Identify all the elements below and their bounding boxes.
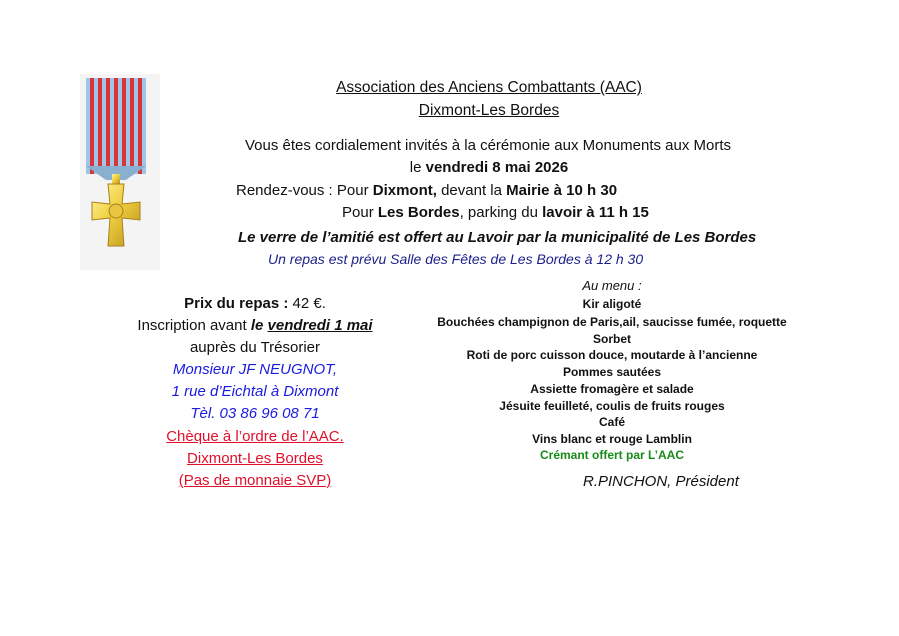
cremant-offer: Crémant offert par L’AAC — [539, 448, 685, 462]
menu-item: Café — [598, 415, 625, 429]
rdv-lavoir-time: lavoir à 11 h 15 — [542, 204, 649, 221]
tresorier-name: Monsieur JF NEUGNOT, — [172, 361, 338, 378]
tresorier-address: 1 rue d’Eichtal à Dixmont — [171, 383, 339, 400]
association-title: Association des Anciens Combattants (AAC) — [336, 79, 642, 96]
rdv2-mid: , parking du — [459, 204, 543, 221]
association-place: Dixmont-Les Bordes — [418, 102, 560, 119]
verre-amitie: Le verre de l’amitié est offert au Lavoir par la municipalité de Les Bordes — [238, 229, 757, 246]
tresorier-label: auprès du Trésorier — [189, 339, 321, 356]
rdv-mairie-time: Mairie à 10 h 30 — [506, 182, 618, 199]
rdv-prefix: Rendez-vous : Pour — [236, 182, 373, 199]
menu-title: Au menu : — [582, 278, 642, 293]
inscription-le: le — [250, 317, 268, 334]
meal-price — [110, 296, 400, 311]
rdv-town-bordes: Les Bordes — [377, 204, 460, 221]
ribbon — [86, 78, 146, 180]
menu-item: Sorbet — [592, 332, 631, 346]
ceremony-date — [289, 160, 689, 175]
cheque-place: Dixmont-Les Bordes — [187, 450, 323, 467]
rdv-dixmont — [236, 183, 617, 198]
menu-item: Bouchées champignon de Paris,ail, saucisse fumée, roquette — [437, 315, 787, 329]
rdv-mid: devant la — [436, 182, 507, 199]
inscription-date: vendredi 1 mai — [267, 317, 373, 334]
rdv-les-bordes — [342, 205, 649, 220]
inscription-deadline — [110, 318, 400, 333]
menu-item: Roti de porc cuisson douce, moutarde à l’ancienne — [466, 348, 758, 362]
repas-info: Un repas est prévu Salle des Fêtes de Les Bordes à 12 h 30 — [268, 251, 644, 267]
inscription-prefix: Inscription avant — [137, 317, 251, 334]
price-value: 42 €. — [292, 295, 326, 312]
price-label: Prix du repas : — [184, 295, 293, 312]
menu-item: Kir aligoté — [582, 297, 642, 311]
date-value: vendredi 8 mai 2026 — [425, 159, 569, 176]
no-cash-note: (Pas de monnaie SVP) — [178, 472, 332, 489]
rdv2-prefix: Pour — [342, 204, 378, 221]
menu-item: Pommes sautées — [562, 365, 662, 379]
date-prefix: le — [409, 159, 426, 176]
menu-item: Vins blanc et rouge Lamblin — [532, 432, 692, 446]
rdv-town-dixmont: Dixmont, — [372, 182, 437, 199]
tresorier-phone: Tèl. 03 86 96 08 71 — [190, 405, 320, 422]
signature: R.PINCHON, Président — [583, 473, 739, 490]
menu-item: Assiette fromagère et salade — [530, 382, 694, 396]
medal-icon — [80, 74, 160, 270]
cheque-order: Chèque à l’ordre de l’AAC. — [166, 428, 344, 445]
invitation-line: Vous êtes cordialement invités à la cérémonie aux Monuments aux Morts — [244, 137, 732, 154]
menu-item: Jésuite feuilleté, coulis de fruits rouges — [499, 399, 725, 413]
